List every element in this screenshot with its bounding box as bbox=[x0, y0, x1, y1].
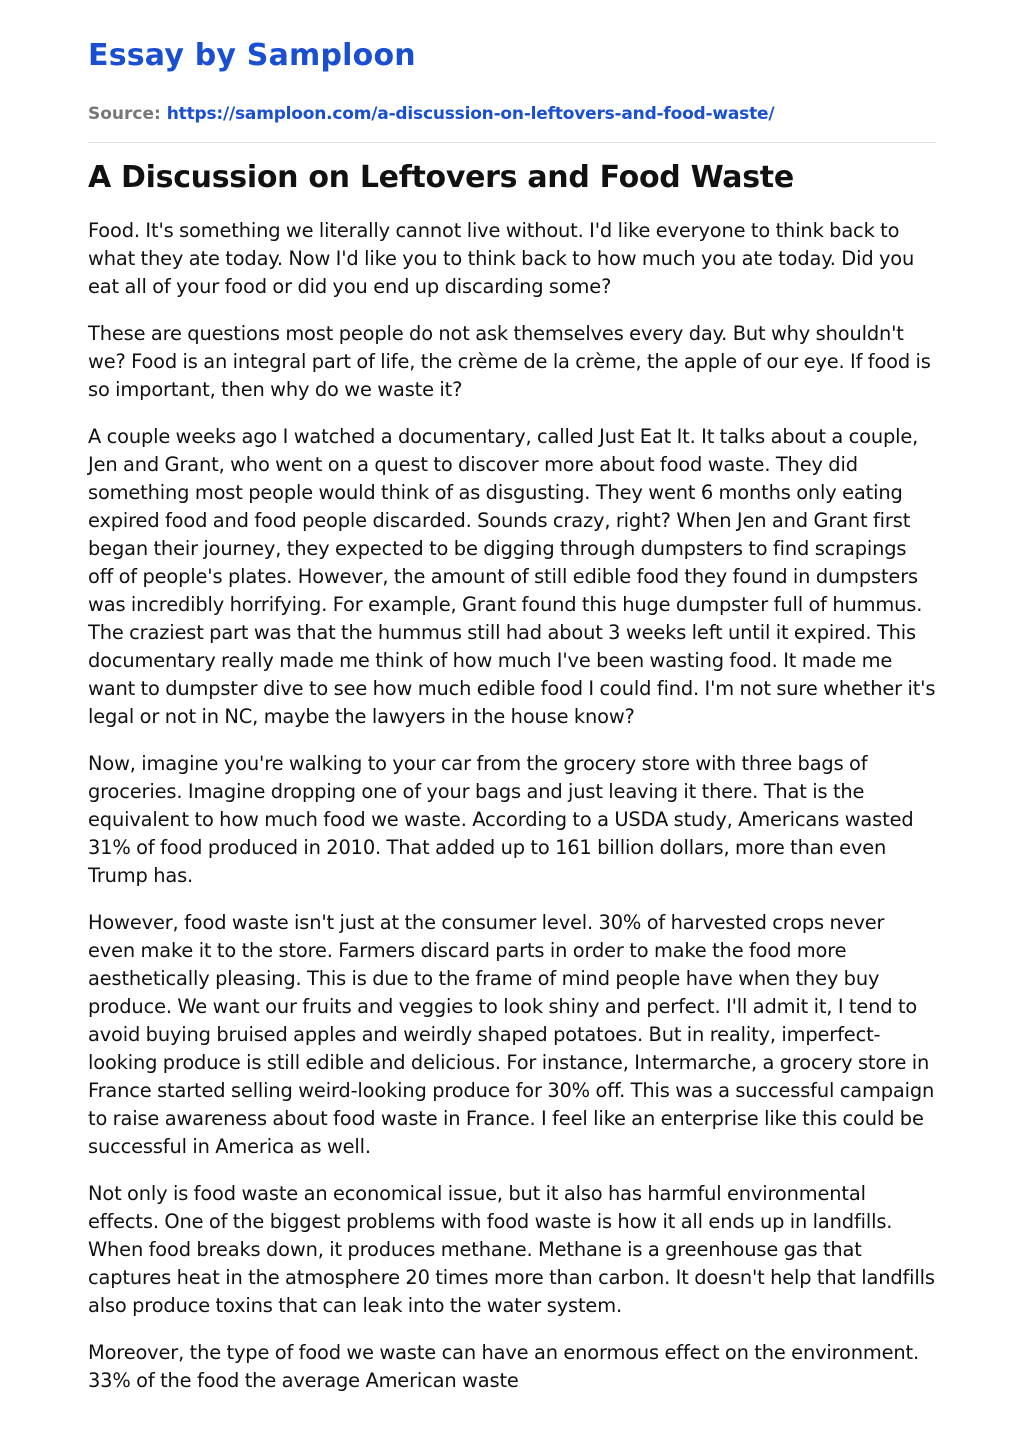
paragraph-1: Food. It's something we literally cannot live without. I'd like everyone to think back to what they ate today. Now I'd like you to think back to how much you ate today. Did you eat all of your food or did you end up discarding some? bbox=[88, 219, 915, 298]
essay-title: A Discussion on Leftovers and Food Waste bbox=[88, 160, 794, 195]
paragraph-7: Moreover, the type of food we waste can have an enormous effect on the environment. 33% of the food the average American waste bbox=[88, 1341, 920, 1392]
source-link[interactable]: https://samploon.com/a-discussion-on-leftovers-and-food-waste/ bbox=[166, 104, 775, 124]
paragraph-6: Not only is food waste an economical issue, but it also has harmful environmental effects. One of the biggest problems with food waste is how it all ends up in landfills. When food breaks down, it produces methane. Methane is a greenhouse gas that captures heat in the atmosphere 20 times more than carbon. It doesn't help that landfills also produce toxins that can leak into the water system. bbox=[88, 1182, 935, 1317]
source-line bbox=[88, 102, 936, 126]
source-label: Source: bbox=[88, 104, 161, 124]
essay-page bbox=[88, 36, 936, 1414]
header-divider bbox=[88, 142, 936, 143]
paragraph-3: A couple weeks ago I watched a documentary, called Just Eat It. It talks about a couple, Jen and Grant, who went on a quest to discover more about food waste. They did something most people would think of as disgusting. They went 6 months only eating expired food and food people discarded. Sounds crazy, right? When Jen and Grant first began their journey, they expected to be digging through dumpsters to find scrapings off of people's plates. However, the amount of still edible food they found in dumpsters was incredibly horrifying. For example, Grant found this huge dumpster full of hummus. The craziest part was that the hummus still had about 3 weeks left until it expired. This documentary really made me think of how much I've been wasting food. It made me want to dumpster dive to see how much edible food I could find. I'm not sure whether it's legal or not in NC, maybe the lawyers in the house know? bbox=[88, 425, 936, 728]
paragraph-4: Now, imagine you're walking to your car from the grocery store with three bags of groceries. Imagine dropping one of your bags and just leaving it there. That is the equivalent to how much food we waste. According to a USDA study, Americans wasted 31% of food produced in 2010. That added up to 161 billion dollars, more than even Trump has. bbox=[88, 752, 914, 887]
paragraph-2: These are questions most people do not ask themselves every day. But why shouldn't we? Food is an integral part of life, the crème de la crème, the apple of our eye. If food is so important, then why do we waste it? bbox=[88, 322, 931, 401]
site-brand-title: Essay by Samploon bbox=[88, 38, 416, 73]
essay-body bbox=[88, 217, 936, 1395]
paragraph-5: However, food waste isn't just at the consumer level. 30% of harvested crops never even make it to the store. Farmers discard parts in order to make the food more aesthetically pleasing. This is due to the frame of mind people have when they buy produce. We want our fruits and veggies to look shiny and perfect. I'll admit it, I tend to avoid buying bruised apples and weirdly shaped potatoes. But in reality, imperfect-looking produce is still edible and delicious. For instance, Intermarche, a grocery store in France started selling weird-looking produce for 30% off. This was a successful campaign to raise awareness about food waste in France. I feel like an enterprise like this could be successful in America as well. bbox=[88, 911, 935, 1158]
